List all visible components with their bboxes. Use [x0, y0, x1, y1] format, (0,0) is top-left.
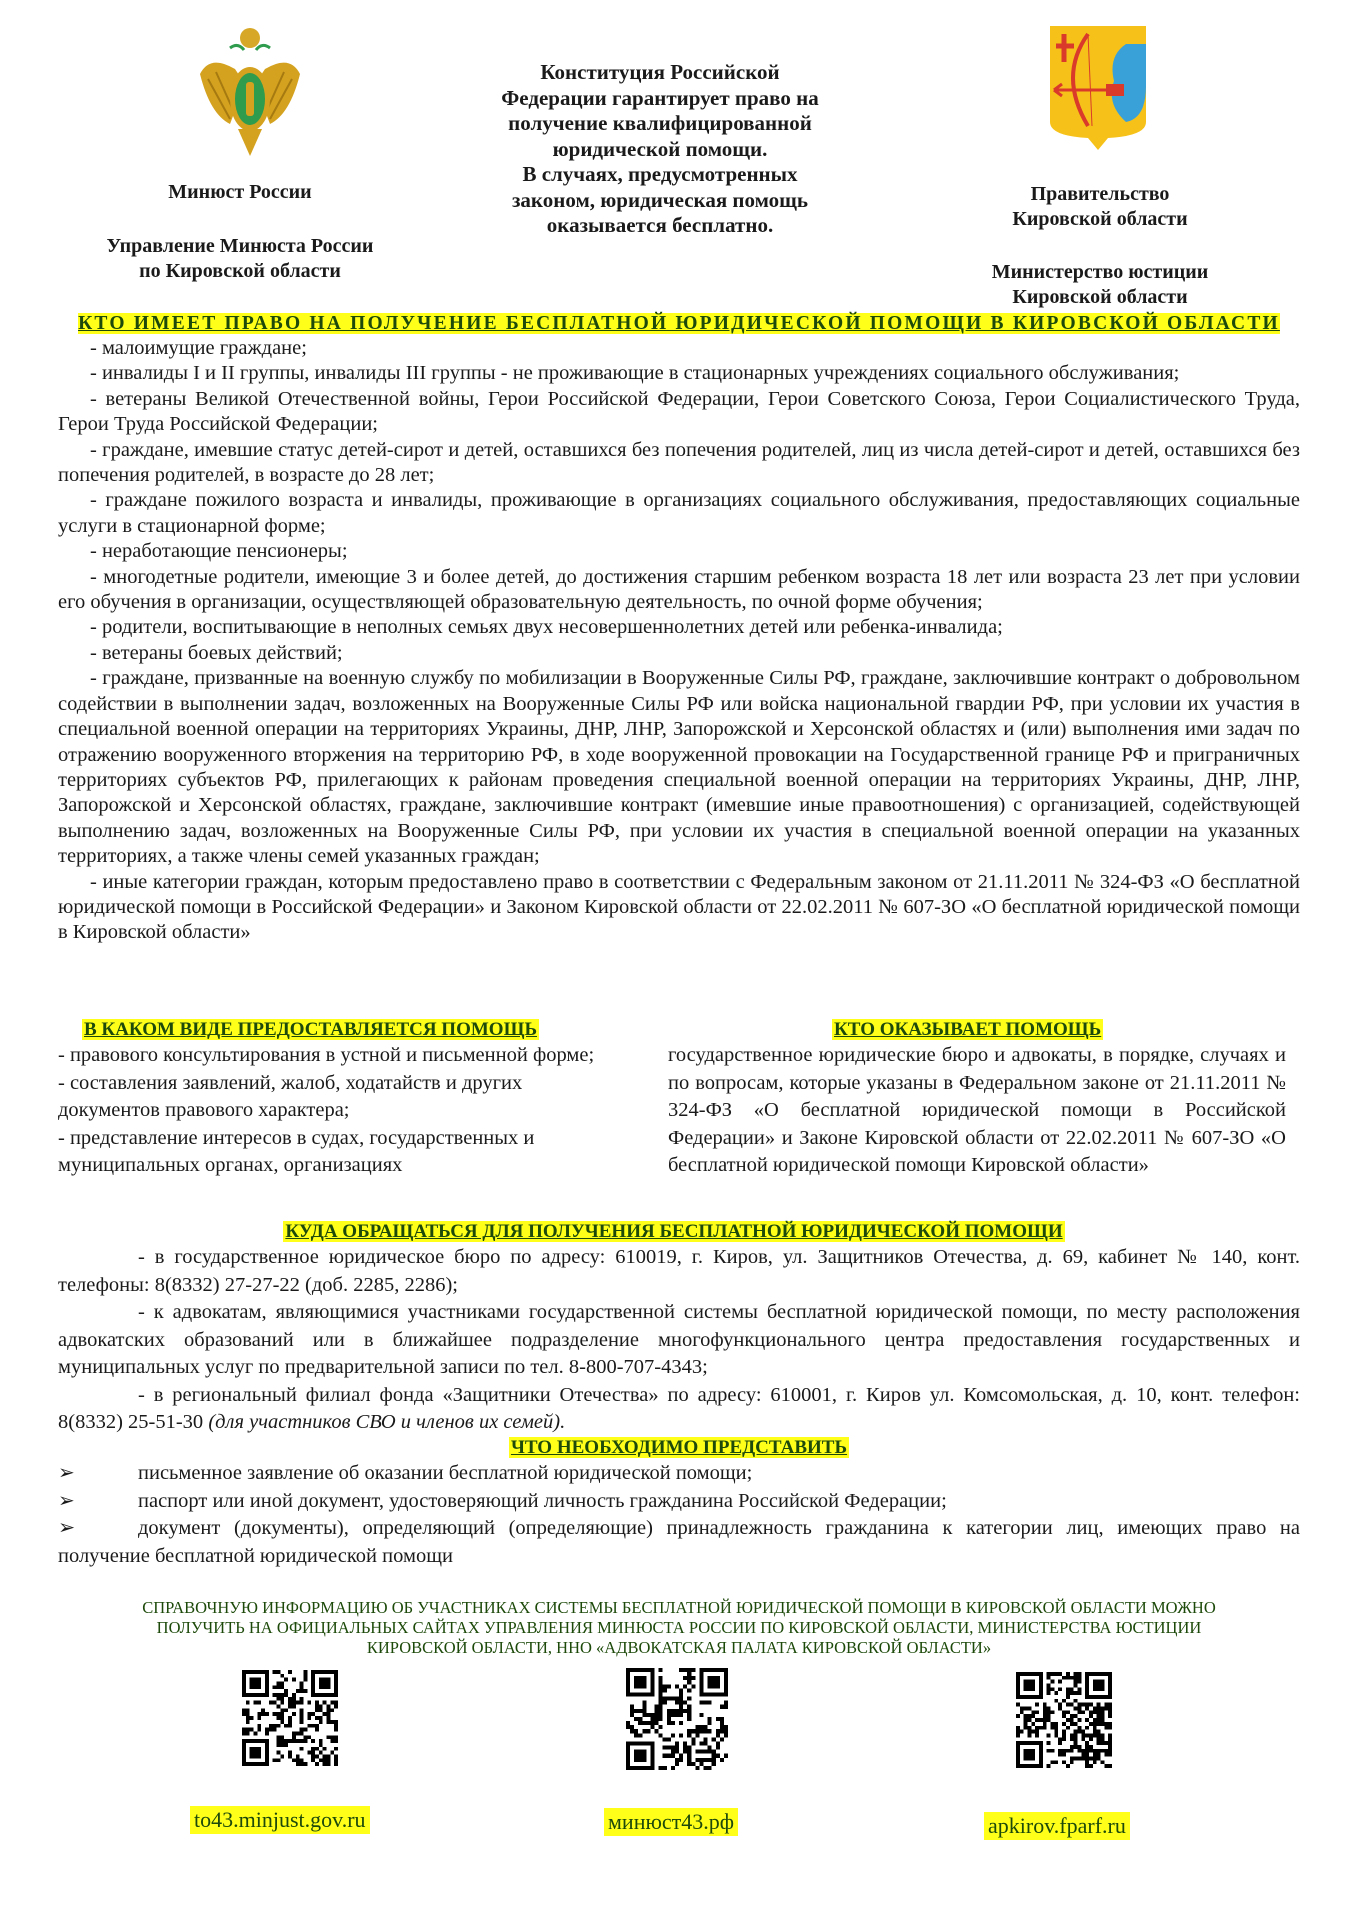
help-forms-title [58, 1018, 628, 1042]
kirov-coat-of-arms [1048, 26, 1148, 150]
qr-code-icon[interactable] [242, 1670, 338, 1766]
arrowhead-bullet-icon: ➢ [58, 1462, 75, 1484]
eligibility-section [58, 312, 1300, 946]
documents-section [58, 1436, 1300, 1570]
eligibility-item: - ветераны боевых действий; [90, 641, 343, 664]
where-item [58, 1382, 1300, 1437]
reference-info [60, 1598, 1298, 1658]
providers-title [668, 1018, 1290, 1042]
help-form-item: - правового консультирования в устной и письменной форме; [58, 1044, 595, 1066]
document-item [58, 1460, 1300, 1488]
qr-code-icon[interactable] [1016, 1672, 1112, 1768]
kirov-government-line2: Кировской области [1012, 208, 1188, 230]
eligibility-item: - родители, воспитывающие в неполных семьях двух несовершеннолетних детей или ребенка-инвалида; [90, 616, 1003, 639]
eligibility-item: - многодетные родители, имеющие 3 и более детей, до достижения старшим ребенком возраста 18 лет или возраста 23 лет при условии его обучения в организации, осуществляющей образовательную деятельность, по очной форме обучения; [58, 565, 1300, 614]
eligibility-title [58, 312, 1300, 336]
arrowhead-bullet-icon: ➢ [58, 1489, 75, 1512]
where-item-text: - в региональный филиал фонда «Защитники Отечества» по адресу: 610001, г. Киров ул. Комсомольская, д. 10, конт. телефон: 8(8332) 25-51-30 [58, 1383, 1300, 1433]
arrowhead-bullet-icon: ➢ [58, 1517, 76, 1539]
where-list [58, 1244, 1300, 1437]
eligibility-item: - малоимущие граждане; [90, 337, 307, 359]
where-item: - к адвокатам, являющимися участниками государственной системы бесплатной юридической помощи, по месту расположения адвокатских образований или в ближайшее подразделение многофункционального центра предоставления государственных и муниципальных услуг по предварительной записи по тел. 8-800-707-4343; [58, 1301, 1300, 1378]
help-forms-title-text: В КАКОМ ВИДЕ ПРЕДОСТАВЛЯЕТСЯ ПОМОЩЬ [84, 1019, 538, 1040]
help-forms-section [58, 1018, 628, 1180]
eligibility-item: - граждане, имевшие статус детей-сирот и детей, оставшихся без попечения родителей, лиц из числа детей-сирот и детей, оставшихся без попечения родителей, в возрасте до 28 лет; [58, 438, 1300, 487]
help-form-item: - представление интересов в судах, государственных и муниципальных органах, организациях [58, 1126, 535, 1176]
statement-line: законом, юридическая помощь [511, 187, 808, 212]
eligibility-item: - неработающие пенсионеры; [90, 540, 348, 563]
eligibility-item: - граждане, призванные на военную службу по мобилизации в Вооруженные Силы РФ, граждане, заключившие контракт о добровольном содействии в выполнении задач, возложенных на Вооруженные Силы РФ или войска национальной гвардии РФ, при условии их участия в специальной военной операции на территориях Украины, ДНР, ЛНР, Запорожской и Херсонской областях и (или) выполнения ими задач по отражению вооруженного вторжения на территорию РФ, в ходе вооруженной провокации на Государственной границе РФ и приграничных территориях субъектов РФ, прилегающих к районам проведения специальной военной операции на территориях Украины, ДНР, ЛНР, Запорожской и Херсонской областях, граждане, заключившие контракт (имевшие иные правоотношения) с организацией, содействующей выполнению задач, возложенных на Вооруженные Силы РФ, при условии их участия в специальной военной операции на указанных территориях, а также члены семей указанных граждан; [58, 667, 1300, 868]
constitution-statement [440, 60, 880, 239]
reference-info-line: КИРОВСКОЙ ОБЛАСТИ, ННО «АДВОКАТСКАЯ ПАЛАТА КИРОВСКОЙ ОБЛАСТИ» [366, 1638, 992, 1657]
where-section [58, 1220, 1300, 1437]
eligibility-title-text: КТО ИМЕЕТ ПРАВО НА ПОЛУЧЕНИЕ БЕСПЛАТНОЙ ЮРИДИЧЕСКОЙ ПОМОЩИ В КИРОВСКОЙ ОБЛАСТИ [78, 313, 1280, 334]
statement-line: Конституция Российской [540, 60, 780, 84]
documents-list [58, 1460, 1300, 1570]
where-title-text: КУДА ОБРАЩАТЬСЯ ДЛЯ ПОЛУЧЕНИЯ БЕСПЛАТНОЙ ЮРИДИЧЕСКОЙ ПОМОЩИ [285, 1221, 1063, 1242]
eligibility-item: - иные категории граждан, которым предоставлено право в соответствии с Федеральным законом от 21.11.2011 № 324-ФЗ «О бесплатной юридической помощи в Российской Федерации» и Законом Кировской области от 22.02.2011 № 607-ЗО «О бесплатной юридической помощи в Кировской области» [58, 870, 1300, 944]
eligibility-item: - ветераны Великой Отечественной войны, Герои Российской Федерации, Герои Советского Союза, Герои Социалистического Труда, Герои Труда Российской Федерации; [58, 387, 1300, 436]
eligibility-item: - граждане пожилого возраста и инвалиды, проживающие в организациях социального обслуживания, предоставляющих социальные услуги в стационарной форме; [58, 489, 1300, 537]
statement-line: Федерации гарантирует право на [501, 85, 819, 110]
statement-line: В случаях, предусмотренных [522, 162, 798, 186]
where-item-note: (для участников СВО и членов их семей). [208, 1411, 566, 1433]
documents-title [58, 1436, 1300, 1460]
document-item-text: письменное заявление об оказании бесплатной юридической помощи; [138, 1462, 753, 1484]
eligibility-list [58, 336, 1300, 946]
minjust-emblem [190, 24, 310, 164]
document-item-text: паспорт или иной документ, удостоверяющий личность гражданина Российской Федерации; [138, 1489, 947, 1512]
site-link-apkirov[interactable]: apkirov.fparf.ru [984, 1812, 1130, 1840]
site-link-minjust[interactable]: to43.minjust.gov.ru [190, 1806, 370, 1834]
statement-line: юридической помощи. [552, 136, 768, 161]
site-link-minjust43[interactable]: минюст43.рф [604, 1808, 738, 1836]
eligibility-item: - инвалиды I и II группы, инвалиды III группы - не проживающие в стационарных учреждениях социального обслуживания; [90, 362, 1180, 385]
document-item-text: документ (документы), определяющий (определяющие) принадлежность гражданина к категории лиц, имеющих право на получение бесплатной юридической помощи [58, 1517, 1300, 1567]
kirov-justice-ministry-line1: Министерство юстиции [991, 261, 1209, 283]
reference-info-line: СПРАВОЧНУЮ ИНФОРМАЦИЮ ОБ УЧАСТНИКАХ СИСТЕМЫ БЕСПЛАТНОЙ ЮРИДИЧЕСКОЙ ПОМОЩИ В КИРОВСКОЙ ОБЛАСТИ МОЖНО [142, 1598, 1216, 1617]
minjust-kirov-dept-line2: по Кировской области [139, 260, 341, 282]
minjust-org-name: Минюст России [168, 181, 312, 203]
documents-title-text: ЧТО НЕОБХОДИМО ПРЕДСТАВИТЬ [510, 1437, 848, 1458]
where-item: - в государственное юридическое бюро по адресу: 610019, г. Киров, ул. Защитников Отечества, д. 69, кабинет № 140, конт. телефоны: 8(8332) 27-27-22 (доб. 2285, 2286); [58, 1246, 1300, 1296]
reference-info-line: ПОЛУЧИТЬ НА ОФИЦИАЛЬНЫХ САЙТАХ УПРАВЛЕНИЯ МИНЮСТА РОССИИ ПО КИРОВСКОЙ ОБЛАСТИ, МИНИСТЕРСТВА ЮСТИЦИИ [156, 1618, 1202, 1637]
where-title [58, 1220, 1300, 1244]
minjust-kirov-dept-line1: Управление Минюста России [106, 235, 374, 257]
help-forms-list [58, 1042, 628, 1180]
document-item [58, 1515, 1300, 1570]
kirov-government-line1: Правительство [1030, 183, 1170, 205]
kirov-government [940, 182, 1260, 232]
help-form-item: - составления заявлений, жалоб, ходатайств и других документов правового характера; [58, 1071, 523, 1121]
statement-line: получение квалифицированной [508, 111, 812, 135]
kirov-justice-ministry [940, 260, 1260, 310]
document-item [58, 1488, 1300, 1516]
kirov-justice-ministry-line2: Кировской области [1012, 286, 1188, 308]
statement-line: оказывается бесплатно. [546, 213, 774, 237]
minjust-kirov-dept [60, 234, 420, 284]
providers-title-text: КТО ОКАЗЫВАЕТ ПОМОЩЬ [834, 1019, 1102, 1040]
providers-text: государственное юридические бюро и адвокаты, в порядке, случаях и по вопросам, которые указаны в Федеральном законе от 21.11.2011 № 324-ФЗ «О бесплатной юридической помощи в Российской Федерации» и Законе Кировской области от 22.02.2011 № 607-ЗО «О бесплатной юридической помощи Кировской области» [668, 1044, 1286, 1176]
providers-section [668, 1018, 1290, 1180]
qr-code-icon[interactable] [626, 1668, 728, 1770]
